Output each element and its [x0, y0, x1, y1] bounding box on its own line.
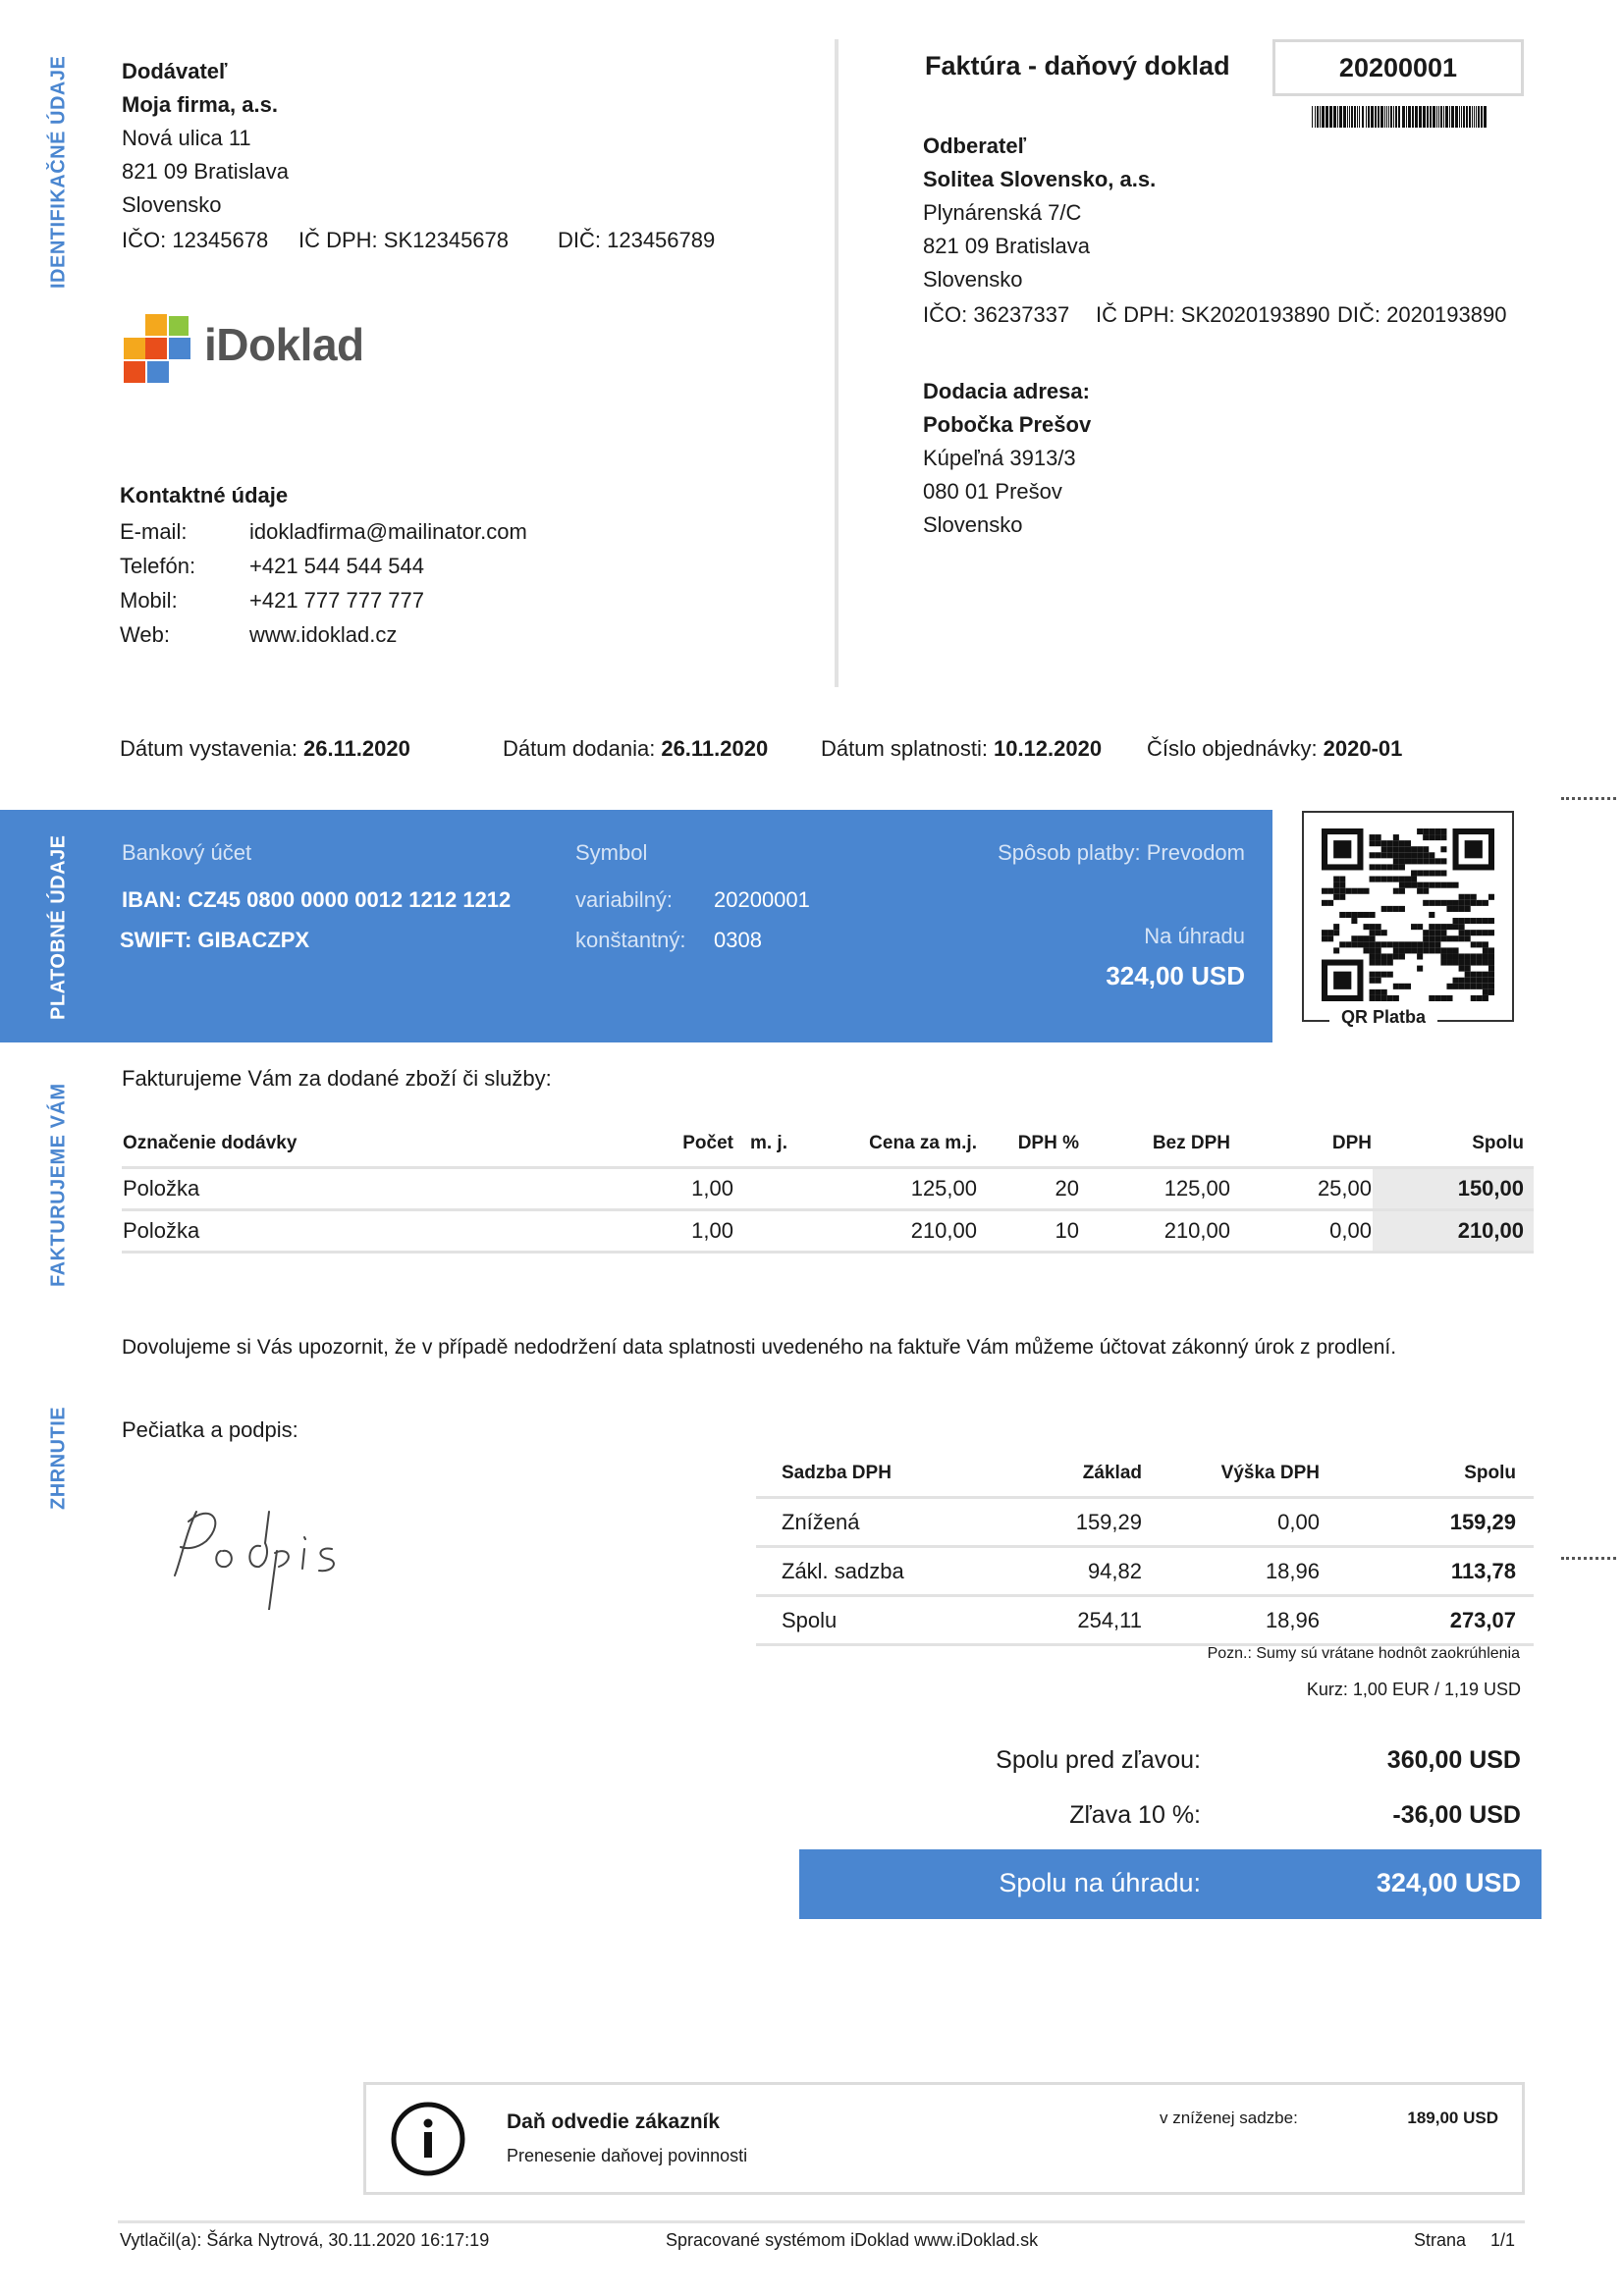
before-discount-label: Spolu pred zľavou: [996, 1746, 1201, 1774]
to-pay-amount: 324,00 USD [1106, 961, 1245, 990]
table-row [756, 1498, 1534, 1547]
col-qty: Počet [556, 1121, 734, 1168]
variabilny-label: variabilný: [575, 887, 674, 912]
vat-amount: 18,96 [1143, 1547, 1321, 1596]
contact-web-value[interactable]: www.idoklad.cz [249, 622, 398, 647]
item-qty: 1,00 [556, 1168, 734, 1210]
header-divider [835, 39, 839, 687]
barcode-icon [1312, 106, 1488, 128]
date-delivered [503, 732, 774, 766]
items-header-row [122, 1121, 1534, 1168]
contact-web-label: Web: [120, 622, 170, 647]
item-total: 210,00 [1373, 1210, 1534, 1253]
customer-heading: Odberateľ [923, 133, 1027, 158]
vat-total: 113,78 [1321, 1547, 1534, 1596]
contact-email-label: E-mail: [120, 519, 188, 544]
date-due-value: 10.12.2020 [993, 736, 1103, 761]
contact-mobile-value: +421 777 777 777 [249, 588, 425, 613]
items-table [122, 1121, 1534, 1254]
side-tab-zhrnutie: ZHRNUTIE [47, 1406, 70, 1510]
table-row [122, 1210, 1534, 1253]
side-tab-identifikacne: IDENTIFIKAČNÉ ÚDAJE [47, 55, 70, 289]
fold-mark-bottom [1561, 1557, 1616, 1560]
contact-email-value[interactable]: idokladfirma@mailinator.com [249, 519, 527, 544]
before-discount-value: 360,00 USD [1386, 1746, 1521, 1774]
contact-phone-row [120, 549, 709, 583]
col-name: Označenie dodávky [122, 1121, 556, 1168]
col-vat: DPH [1231, 1121, 1373, 1168]
vat-rate: Zákl. sadzba [756, 1547, 948, 1596]
vat-total: 273,07 [1321, 1596, 1534, 1645]
fold-mark-top [1561, 797, 1616, 800]
rounding-note: Pozn.: Sumy sú vrátane hodnôt zaokrúhlenia [1207, 1645, 1520, 1662]
side-tab-platobne: PLATOBNÉ ÚDAJE [47, 834, 70, 1021]
reverse-charge-subtitle: Prenesenie daňovej povinnosti [507, 2146, 748, 2165]
vat-amount: 0,00 [1143, 1498, 1321, 1547]
item-price: 210,00 [788, 1210, 978, 1253]
page-number: 1/1 [1490, 2230, 1516, 2250]
contact-mobile-label: Mobil: [120, 588, 178, 613]
vat-col-total: Spolu [1321, 1451, 1534, 1498]
discount-label: Zľava 10 %: [1069, 1801, 1201, 1829]
contact-web-row [120, 617, 709, 652]
customer-street: Plynárenská 7/C [923, 200, 1082, 225]
discount-value: -36,00 USD [1392, 1801, 1521, 1829]
order-number [1147, 732, 1408, 766]
reduced-rate-label: v zníženej sadzbe: [1160, 2109, 1298, 2127]
contact-phone-label: Telefón: [120, 554, 196, 578]
date-due [821, 732, 1108, 766]
delivery-heading: Dodacia adresa: [923, 379, 1090, 403]
order-number-label: Číslo objednávky: [1147, 736, 1318, 761]
vat-rate: Znížená [756, 1498, 948, 1547]
item-total: 150,00 [1373, 1168, 1534, 1210]
to-pay-label: Na úhradu [1144, 924, 1245, 948]
late-payment-notice: Dovolujeme si Vás upozornit, že v případě nedodržení data splatnosti uvedeného na faktuře Vám můžeme účtovat zákonný úrok z prodlení. [122, 1336, 1397, 1359]
stamp-label: Pečiatka a podpis: [122, 1417, 298, 1442]
contact-block [120, 479, 709, 652]
customer-country: Slovensko [923, 267, 1023, 292]
supplier-street: Nová ulica 11 [122, 126, 251, 150]
col-total: Spolu [1373, 1121, 1534, 1168]
table-row [122, 1168, 1534, 1210]
customer-icdph: IČ DPH: SK2020193890 [1096, 302, 1330, 327]
delivery-country: Slovensko [923, 512, 1023, 537]
item-no-vat: 125,00 [1080, 1168, 1231, 1210]
date-issued-value: 26.11.2020 [302, 736, 410, 761]
idoklad-logo-text: iDoklad [204, 319, 364, 370]
reverse-charge-title: Daň odvedie zákazník [507, 2110, 721, 2133]
supplier-ico: IČO: 12345678 [122, 228, 269, 252]
customer-city: 821 09 Bratislava [923, 234, 1090, 258]
vat-rate: Spolu [756, 1596, 948, 1645]
item-vat-pct: 10 [978, 1210, 1080, 1253]
supplier-country: Slovensko [122, 192, 222, 217]
date-issued [120, 732, 416, 766]
supplier-icdph: IČ DPH: SK12345678 [298, 228, 510, 252]
contact-email-row [120, 514, 709, 549]
contact-heading: Kontaktné údaje [120, 483, 289, 507]
vat-header-row [756, 1451, 1534, 1498]
invoice-number: 20200001 [1272, 39, 1524, 96]
supplier-heading: Dodávateľ [122, 59, 228, 83]
table-row [756, 1596, 1534, 1645]
contact-mobile-row [120, 583, 709, 617]
invoice-title: Faktúra - daňový doklad [925, 51, 1230, 80]
delivery-city: 080 01 Prešov [923, 479, 1062, 504]
item-unit [734, 1168, 788, 1210]
vat-amount: 18,96 [1143, 1596, 1321, 1645]
reverse-charge-box [363, 2082, 1525, 2195]
idoklad-logo [122, 312, 397, 387]
idoklad-logo-mark [122, 312, 192, 387]
date-delivered-value: 26.11.2020 [661, 736, 769, 761]
col-price: Cena za m.j. [788, 1121, 978, 1168]
footer-divider [118, 2220, 1525, 2223]
supplier-name: Moja firma, a.s. [122, 92, 278, 117]
vat-col-base: Základ [948, 1451, 1143, 1498]
customer-ico: IČO: 36237337 [923, 302, 1070, 327]
symbol-label: Symbol [575, 840, 648, 865]
items-intro: Fakturujeme Vám za dodané zboží či služby: [122, 1066, 552, 1091]
delivery-name: Pobočka Prešov [923, 412, 1092, 437]
item-qty: 1,00 [556, 1210, 734, 1253]
qr-code-box [1302, 811, 1514, 1022]
vat-col-vat: Výška DPH [1143, 1451, 1321, 1498]
item-unit [734, 1210, 788, 1253]
vat-summary-table [756, 1451, 1534, 1646]
col-vat-pct: DPH % [978, 1121, 1080, 1168]
date-delivered-label: Dátum dodania: [503, 736, 656, 761]
item-vat: 0,00 [1231, 1210, 1373, 1253]
qr-label: QR Platba [1329, 1007, 1437, 1028]
variabilny-value: 20200001 [714, 887, 810, 912]
swift: SWIFT: GIBACZPX [120, 928, 310, 952]
total-label: Spolu na úhradu: [999, 1868, 1201, 1897]
customer-block [923, 130, 1156, 296]
vat-base: 94,82 [948, 1547, 1143, 1596]
order-number-value: 2020-01 [1323, 736, 1403, 761]
vat-base: 159,29 [948, 1498, 1143, 1547]
processed-by: Spracované systémom iDoklad www.iDoklad.sk [666, 2230, 1039, 2250]
vat-base: 254,11 [948, 1596, 1143, 1645]
exchange-rate: Kurz: 1,00 EUR / 1,19 USD [1306, 1680, 1521, 1699]
item-vat-pct: 20 [978, 1168, 1080, 1210]
page-label: Strana [1414, 2230, 1467, 2250]
item-name: Položka [122, 1168, 556, 1210]
col-unit: m. j. [734, 1121, 788, 1168]
konstantny-label: konštantný: [575, 928, 686, 952]
item-name: Položka [122, 1210, 556, 1253]
supplier-city: 821 09 Bratislava [122, 159, 289, 184]
payment-method: Spôsob platby: Prevodom [998, 840, 1245, 865]
printed-by: Vytlačil(a): Šárka Nytrová, 30.11.2020 16:17:19 [120, 2230, 490, 2250]
reduced-rate-amount: 189,00 USD [1407, 2109, 1498, 2127]
qr-code-icon [1322, 828, 1494, 1001]
side-tab-fakturujeme: FAKTURUJEME VÁM [47, 1083, 70, 1287]
vat-total: 159,29 [1321, 1498, 1534, 1547]
signature-image [167, 1492, 383, 1610]
contact-phone-value: +421 544 544 544 [249, 554, 425, 578]
customer-dic: DIČ: 2020193890 [1337, 302, 1507, 327]
date-issued-label: Dátum vystavenia: [120, 736, 298, 761]
customer-name: Solitea Slovensko, a.s. [923, 167, 1157, 191]
table-row [756, 1547, 1534, 1596]
supplier-block [122, 55, 289, 222]
delivery-street: Kúpeľná 3913/3 [923, 446, 1076, 470]
total-value: 324,00 USD [1376, 1868, 1521, 1897]
date-due-label: Dátum splatnosti: [821, 736, 988, 761]
item-no-vat: 210,00 [1080, 1210, 1231, 1253]
col-no-vat: Bez DPH [1080, 1121, 1231, 1168]
item-vat: 25,00 [1231, 1168, 1373, 1210]
info-icon [390, 2101, 466, 2177]
konstantny-value: 0308 [714, 928, 762, 952]
bank-label: Bankový účet [122, 840, 252, 865]
item-price: 125,00 [788, 1168, 978, 1210]
supplier-dic: DIČ: 123456789 [558, 228, 716, 252]
delivery-block [923, 375, 1091, 542]
iban: IBAN: CZ45 0800 0000 0012 1212 1212 [122, 887, 512, 912]
vat-col-rate: Sadzba DPH [756, 1451, 948, 1498]
